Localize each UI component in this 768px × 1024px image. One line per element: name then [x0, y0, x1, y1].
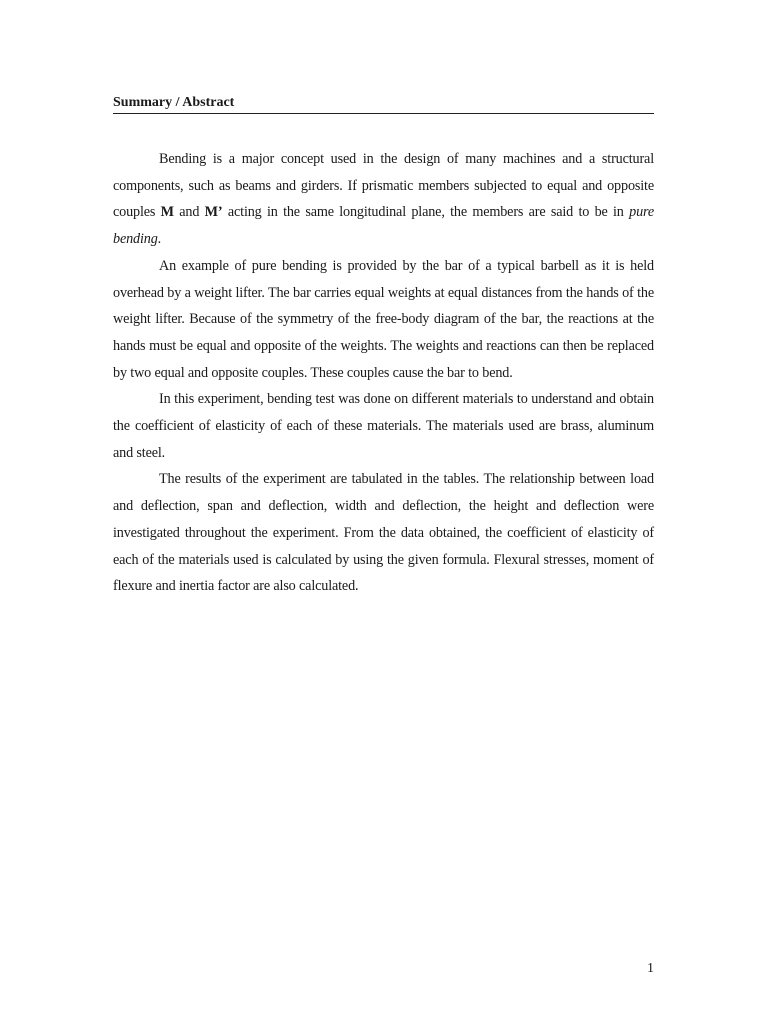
paragraph-results: The results of the experiment are tabulated in the tables. The relationship between load and deflection, span and deflection, width and deflection, the height and deflection were investigated throughout the experiment. From the data obtained, the coefficient of elasticity of each of the materials used is calculated by using the given formula. Flexural stresses, moment of flexure and inertia factor are also calculated.: [113, 471, 654, 595]
paragraph-pure-bending-definition: [113, 146, 654, 253]
couple-m-prime-label: M’: [204, 204, 223, 221]
pure-bending-term: pure bending: [113, 204, 655, 248]
section-heading: Summary / Abstract: [113, 94, 654, 114]
page-number: 1: [647, 961, 654, 976]
paragraph-barbell-example: An example of pure bending is provided by the bar of a typical barbell as it is held overhead by a weight lifter. The bar carries equal weights at equal distances from the hands of the weight lifter. Because of the symmetry of the free-body diagram of the bar, the reactions at the hands must be equal and opposite of the weights. The weights and reactions can then be replaced by two equal and opposite couples. These couples cause the bar to bend.: [113, 257, 654, 381]
abstract-body: [113, 146, 654, 600]
paragraph1-text-a: Bending is a major concept used in the design of many machines and a structural components, such as beams and girders. If prismatic members subjected to equal and opposite couples: [113, 151, 654, 221]
paragraph1-text-d: .: [157, 231, 162, 248]
paragraph-experiment-description: In this experiment, bending test was done on different materials to understand and obtain the coefficient of elasticity of each of these materials. The materials used are brass, aluminum and steel.: [113, 391, 654, 461]
paragraph1-text-b: and: [173, 204, 205, 221]
couple-m-label: M: [160, 204, 174, 221]
paragraph1-text-c: acting in the same longitudinal plane, the members are said to be in: [222, 204, 630, 221]
